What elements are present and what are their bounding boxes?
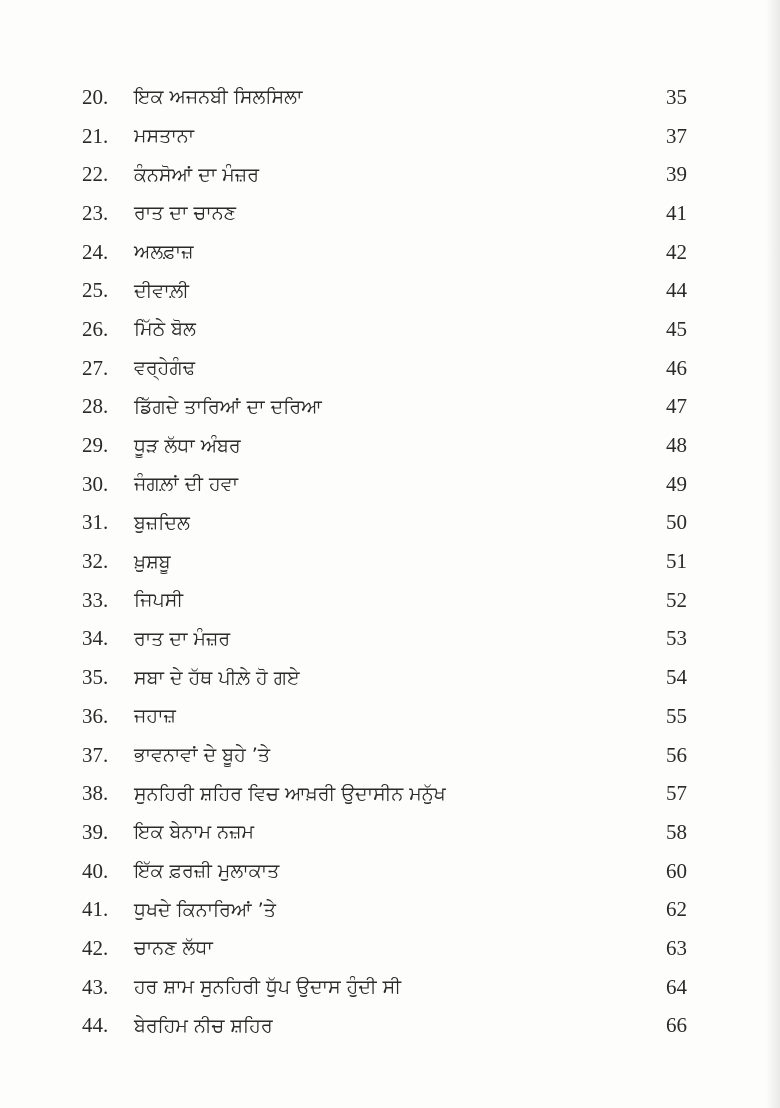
- toc-entry: [82, 813, 687, 852]
- toc-entry: [82, 542, 687, 581]
- entry-number: 22.: [82, 162, 109, 187]
- entry-page-number: 48: [666, 433, 687, 458]
- entry-title: ਕੰਨਸੋਆਂ ਦਾ ਮੰਜ਼ਰ: [134, 163, 259, 186]
- entry-page-number: 63: [666, 935, 687, 960]
- entry-page-number: 39: [666, 162, 687, 187]
- toc-entry: [82, 658, 687, 697]
- entry-title: ਹਰ ਸ਼ਾਮ ਸੁਨਹਿਰੀ ਧੁੱਪ ਉਦਾਸ ਹੁੰਦੀ ਸੀ: [134, 976, 402, 999]
- entry-number: 43.: [82, 974, 109, 999]
- toc-entry: [82, 271, 687, 310]
- entry-title: ਧੂੜ ਲੱਧਾ ਅੰਬਰ: [134, 434, 241, 457]
- toc-entry: [82, 620, 687, 659]
- entry-page-number: 53: [666, 626, 687, 651]
- entry-number: 33.: [82, 587, 109, 612]
- entry-number: 44.: [82, 1013, 109, 1038]
- entry-title: ਧੁਖਦੇ ਕਿਨਾਰਿਆਂ ’ਤੇ: [134, 898, 276, 921]
- entry-number: 41.: [82, 897, 109, 922]
- entry-number: 37.: [82, 742, 109, 767]
- toc-entry: [82, 929, 687, 968]
- entry-title: ਜੰਗਲ਼ਾਂ ਦੀ ਹਵਾ: [134, 473, 239, 496]
- toc-entry: [82, 697, 687, 736]
- toc-entry: [82, 852, 687, 891]
- toc-entry: [82, 581, 687, 620]
- entry-number: 28.: [82, 394, 109, 419]
- entry-page-number: 58: [666, 819, 687, 844]
- toc-entry: [82, 233, 687, 272]
- entry-number: 25.: [82, 278, 109, 303]
- entry-number: 26.: [82, 316, 109, 341]
- entry-number: 21.: [82, 123, 109, 148]
- entry-page-number: 60: [666, 858, 687, 883]
- entry-number: 39.: [82, 819, 109, 844]
- entry-number: 29.: [82, 433, 109, 458]
- toc-entry: [82, 117, 687, 156]
- entry-title: ਰਾਤ ਦਾ ਮੰਜ਼ਰ: [134, 627, 231, 650]
- entry-title: ਖ਼ੁਸ਼ਬੂ: [134, 550, 171, 573]
- entry-page-number: 47: [666, 394, 687, 419]
- entry-page-number: 54: [666, 665, 687, 690]
- entry-page-number: 62: [666, 897, 687, 922]
- entry-number: 40.: [82, 858, 109, 883]
- toc-entry: [82, 1007, 687, 1046]
- entry-title: ਜਿਪਸੀ: [134, 589, 184, 612]
- entry-number: 23.: [82, 200, 109, 225]
- entry-page-number: 35: [666, 84, 687, 109]
- entry-number: 24.: [82, 239, 109, 264]
- entry-number: 27.: [82, 355, 109, 380]
- entry-page-number: 37: [666, 123, 687, 148]
- toc-entry: [82, 388, 687, 427]
- entry-title: ਵਰ੍ਹੇਗੰਢ: [134, 357, 195, 380]
- toc-entry: [82, 465, 687, 504]
- toc-entry: [82, 968, 687, 1007]
- entry-title: ਇੱਕ ਫ਼ਰਜ਼ੀ ਮੁਲਾਕਾਤ: [134, 860, 280, 883]
- entry-number: 30.: [82, 471, 109, 496]
- entry-page-number: 66: [666, 1013, 687, 1038]
- entry-page-number: 57: [666, 781, 687, 806]
- toc-entry: [82, 349, 687, 388]
- entry-title: ਇਕ ਅਜਨਬੀ ਸਿਲਸਿਲਾ: [134, 86, 303, 109]
- entry-page-number: 50: [666, 510, 687, 535]
- page-edge-shadow: [766, 0, 780, 1108]
- entry-title: ਡਿੱਗਦੇ ਤਾਰਿਆਂ ਦਾ ਦਰਿਆ: [134, 395, 322, 418]
- toc-entry: [82, 194, 687, 233]
- entry-page-number: 44: [666, 278, 687, 303]
- entry-page-number: 55: [666, 703, 687, 728]
- toc-entry: [82, 310, 687, 349]
- entry-title: ਮਿੱਠੇ ਬੋਲ: [134, 318, 196, 341]
- entry-page-number: 64: [666, 974, 687, 999]
- entry-number: 34.: [82, 626, 109, 651]
- entry-title: ਜਹਾਜ਼: [134, 705, 176, 728]
- toc-entry: [82, 890, 687, 929]
- table-of-contents: [82, 78, 687, 1045]
- toc-entry: [82, 78, 687, 117]
- entry-title: ਭਾਵਨਾਵਾਂ ਦੇ ਬੂਹੇ ’ਤੇ: [134, 744, 270, 767]
- toc-entry: [82, 736, 687, 775]
- entry-title: ਬੇਰਹਿਮ ਨੀਚ ਸ਼ਹਿਰ: [134, 1014, 273, 1037]
- entry-number: 36.: [82, 703, 109, 728]
- toc-entry: [82, 426, 687, 465]
- toc-entry: [82, 155, 687, 194]
- entry-title: ਅਲਫ਼ਾਜ਼: [134, 241, 194, 264]
- entry-number: 20.: [82, 84, 109, 109]
- entry-page-number: 41: [666, 200, 687, 225]
- entry-page-number: 52: [666, 587, 687, 612]
- entry-title: ਸਬਾ ਦੇ ਹੱਥ ਪੀਲ਼ੇ ਹੋ ਗਏ: [134, 666, 300, 689]
- entry-number: 42.: [82, 935, 109, 960]
- entry-number: 35.: [82, 665, 109, 690]
- entry-title: ਸੁਨਹਿਰੀ ਸ਼ਹਿਰ ਵਿਚ ਆਖ਼ਰੀ ਉਦਾਸੀਨ ਮਨੁੱਖ: [134, 782, 446, 805]
- entry-title: ਦੀਵਾਲ਼ੀ: [134, 279, 190, 302]
- entry-number: 31.: [82, 510, 109, 535]
- entry-page-number: 45: [666, 316, 687, 341]
- entry-page-number: 56: [666, 742, 687, 767]
- entry-page-number: 49: [666, 471, 687, 496]
- entry-page-number: 46: [666, 355, 687, 380]
- entry-number: 38.: [82, 781, 109, 806]
- entry-title: ਮਸਤਾਨਾ: [134, 125, 195, 148]
- entry-title: ਚਾਨਣ ਲੱਧਾ: [134, 937, 213, 960]
- entry-number: 32.: [82, 549, 109, 574]
- entry-page-number: 51: [666, 549, 687, 574]
- toc-entry: [82, 504, 687, 543]
- entry-title: ਰਾਤ ਦਾ ਚਾਨਣ: [134, 202, 236, 225]
- entry-title: ਇਕ ਬੇਨਾਮ ਨਜ਼ਮ: [134, 821, 254, 844]
- toc-entry: [82, 774, 687, 813]
- entry-title: ਬੁਜ਼ਦਿਲ: [134, 511, 190, 534]
- entry-page-number: 42: [666, 239, 687, 264]
